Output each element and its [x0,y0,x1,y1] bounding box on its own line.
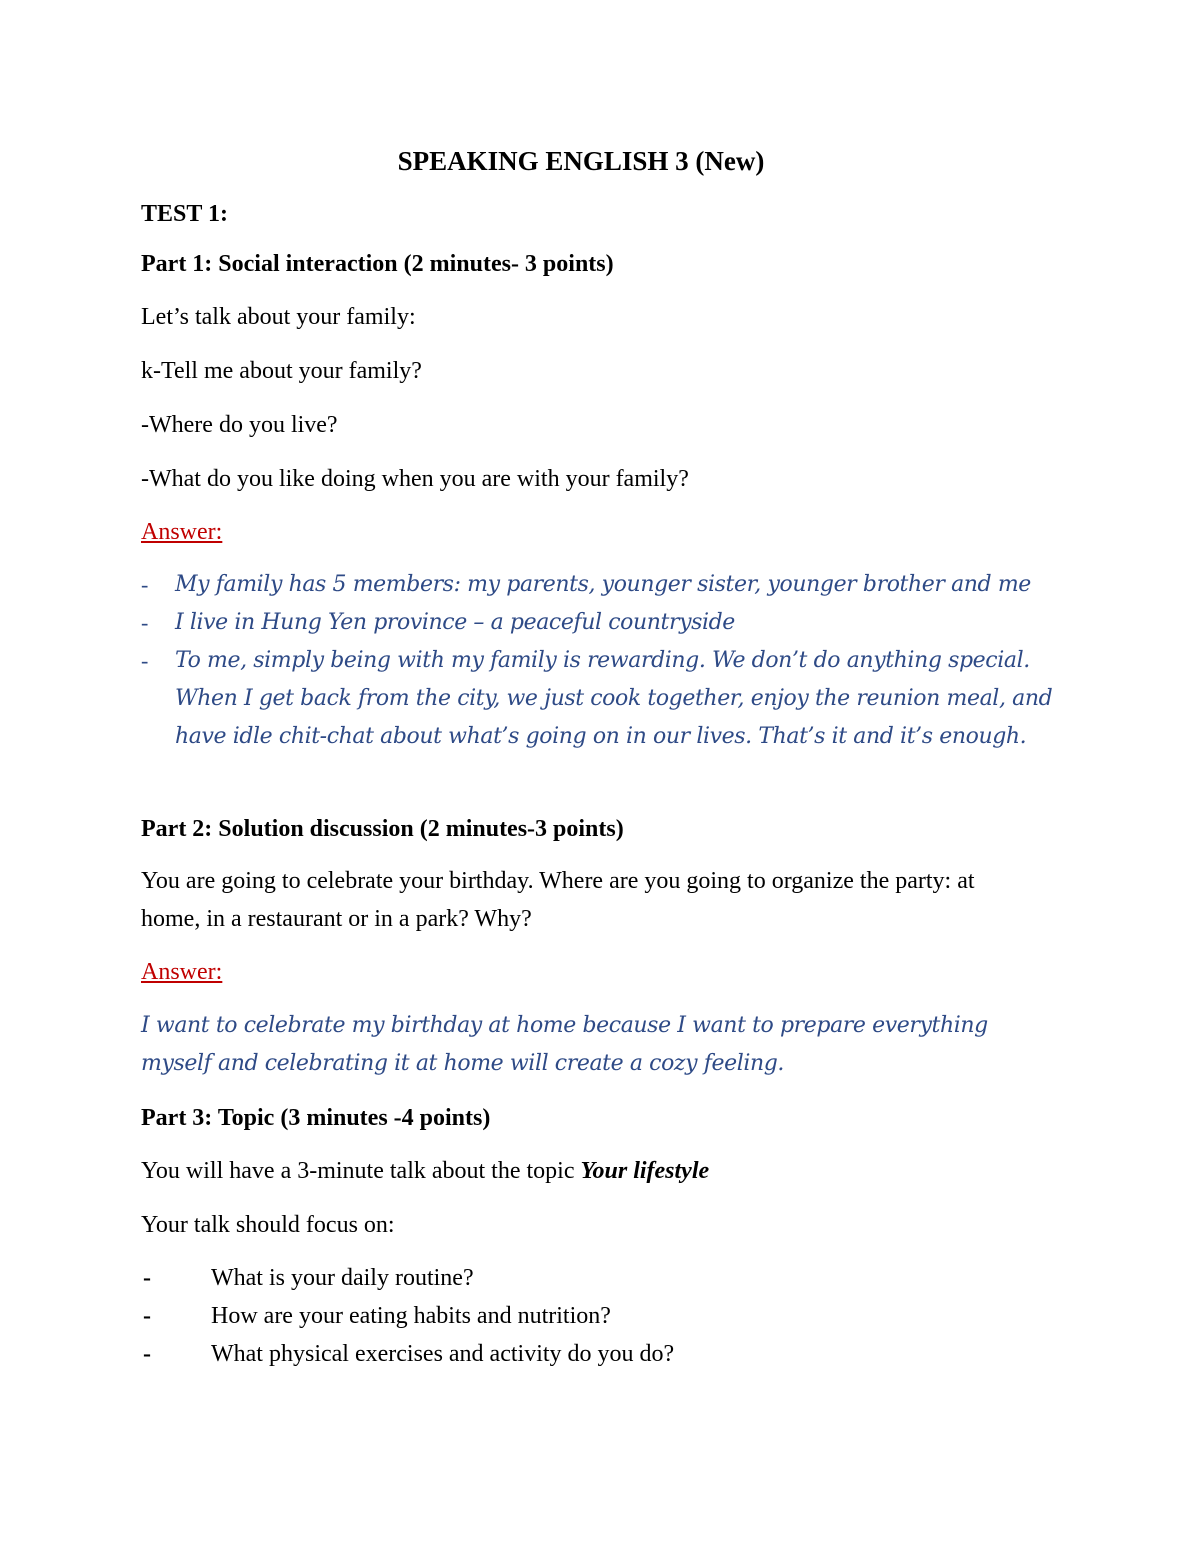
focus-item: What is your daily routine? [211,1265,474,1291]
part1-question: k-Tell me about your family? [141,358,422,384]
focus-dash: - [143,1303,151,1329]
part1-answer-item: My family has 5 members: my parents, younger sister, younger brother and me [175,572,1031,597]
focus-dash: - [143,1265,151,1291]
part1-answer-item: I live in Hung Yen province – a peaceful countryside [175,610,735,635]
answer-bullet: - [141,572,149,597]
part2-answer: I want to celebrate my birthday at home because I want to prepare everything myself and celebrating it at home will create a cozy feeling. [141,1013,988,1076]
answer-bullet: - [141,610,149,635]
part1-answer-item: To me, simply being with my family is rewarding. We don’t do anything special. When I get back from the city, we just cook together, enjoy the reunion meal, and have idle chit-chat about what’s going on in our lives. That’s it and it’s enough. [175,648,1053,749]
test-label: TEST 1: [141,201,228,227]
focus-item: How are your eating habits and nutrition? [211,1303,611,1329]
part1-intro: Let’s talk about your family: [141,304,416,330]
part2-answer-label: Answer: [141,959,223,985]
focus-item: What physical exercises and activity do you do? [211,1341,675,1367]
part2-question: You are going to celebrate your birthday. Where are you going to organize the party: at home, in a restaurant or in a park? Why? [141,868,975,932]
document-title: SPEAKING ENGLISH 3 (New) [397,146,765,176]
part3-intro [141,1152,709,1190]
part1-question: -What do you like doing when you are with your family? [141,466,689,492]
part3-focus-label: Your talk should focus on: [141,1212,395,1238]
part1-answer-label: Answer: [141,519,223,545]
part3-topic: Your lifestyle [580,1158,710,1184]
answer-bullet: - [141,648,149,673]
part3-heading: Part 3: Topic (3 minutes -4 points) [141,1105,491,1131]
part1-question: -Where do you live? [141,412,338,438]
part1-heading: Part 1: Social interaction (2 minutes- 3 points) [141,251,614,277]
part2-heading: Part 2: Solution discussion (2 minutes-3 points) [141,816,624,842]
part3-intro-text: You will have a 3-minute talk about the topic [141,1158,581,1184]
focus-dash: - [143,1341,151,1367]
